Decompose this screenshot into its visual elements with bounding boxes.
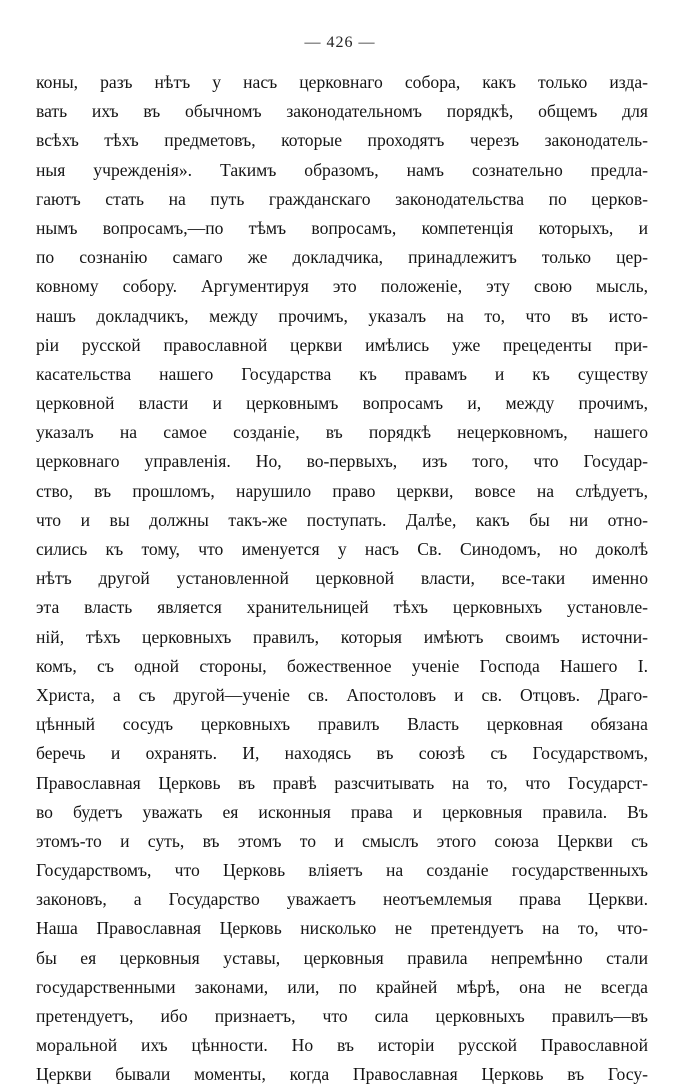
text-line: Христа, а съ другой—ученіе св. Апостоловъ и св. Отцовъ. Драго- bbox=[36, 684, 648, 705]
text-line: коны, разъ нѣтъ у насъ церковнаго собора, какъ только изда- bbox=[36, 72, 648, 92]
text-line: гаютъ стать на путь гражданскаго законодательства по церков- bbox=[36, 188, 648, 209]
text-line: Церкви бывали моменты, когда Православная Церковь въ Госу- bbox=[36, 1064, 648, 1085]
text-line: государственными законами, или, по крайней мѣрѣ, она не всегда bbox=[36, 976, 648, 997]
text-line: эта власть является хранительницей тѣхъ церковныхъ установле- bbox=[36, 597, 648, 618]
text-line: церковной власти и церковнымъ вопросамъ и, между прочимъ, bbox=[36, 393, 648, 414]
text-line: ныя учрежденія». Такимъ образомъ, намъ сознательно предла- bbox=[36, 159, 648, 180]
text-line: этомъ-то и суть, въ этомъ то и смыслъ этого союза Церкви съ bbox=[36, 830, 648, 851]
text-line: сились къ тому, что именуется у насъ Св. Синодомъ, но доколѣ bbox=[36, 539, 648, 559]
text-body bbox=[36, 68, 648, 1090]
text-line: во будетъ уважать ея исконныя права и церковныя правила. Въ bbox=[36, 801, 648, 822]
text-line: цѣнный сосудъ церковныхъ правилъ Власть церковная обязана bbox=[36, 714, 648, 735]
text-line: нѣтъ другой установленной церковной власти, все-таки именно bbox=[36, 568, 648, 589]
text-line: бы ея церковныя уставы, церковныя правила непремѣнно стали bbox=[36, 947, 648, 968]
text-line: нашъ докладчикъ, между прочимъ, указалъ на то, что въ исто- bbox=[36, 305, 648, 326]
text-line: беречь и охранять. И, находясь въ союзѣ съ Государствомъ, bbox=[36, 743, 648, 764]
text-line: моральной ихъ цѣнности. Но въ исторіи русской Православной bbox=[36, 1035, 648, 1056]
text-line: Православная Церковь въ правѣ разсчитывать на то, что Государст- bbox=[36, 772, 648, 793]
text-line: ство, въ прошломъ, нарушило право церкви, вовсе на слѣдуетъ, bbox=[36, 480, 648, 501]
text-line: Государствомъ, что Церковь вліяетъ на созданіе государственныхъ bbox=[36, 860, 648, 881]
text-line: что и вы должны такъ-же поступать. Далѣе, какъ бы ни отно- bbox=[36, 509, 648, 530]
text-line: ній, тѣхъ церковныхъ правилъ, которыя имѣютъ своимъ источни- bbox=[36, 626, 648, 647]
text-line: ріи русской православной церкви имѣлись уже прецеденты при- bbox=[36, 334, 648, 355]
text-line: всѣхъ тѣхъ предметовъ, которые проходятъ черезъ законодатель- bbox=[36, 130, 648, 151]
text-line: касательства нашего Государства къ правамъ и къ существу bbox=[36, 363, 648, 384]
text-line: законовъ, а Государство уважаетъ неотъемлемыя права Церкви. bbox=[36, 889, 648, 910]
text-line: церковнаго управленія. Но, во-первыхъ, изъ того, что Государ- bbox=[36, 451, 648, 472]
text-line: ковному собору. Аргументируя это положеніе, эту свою мысль, bbox=[36, 276, 648, 297]
text-line: указалъ на самое созданіе, въ порядкѣ нецерковномъ, нашего bbox=[36, 422, 648, 443]
text-line: по сознанію самаго же докладчика, принадлежитъ только цер- bbox=[36, 247, 648, 268]
text-line: комъ, съ одной стороны, божественное ученіе Господа Нашего І. bbox=[36, 655, 648, 676]
text-line: вать ихъ въ обычномъ законодательномъ порядкѣ, общемъ для bbox=[36, 101, 648, 122]
text-line: нымъ вопросамъ,—по тѣмъ вопросамъ, компетенція которыхъ, и bbox=[36, 217, 648, 238]
page-number: — 426 — bbox=[304, 34, 376, 51]
text-line: Наша Православная Церковь нисколько не претендуетъ на то, что- bbox=[36, 918, 648, 939]
text-line: претендуетъ, ибо признаетъ, что сила церковныхъ правилъ—въ bbox=[36, 1006, 648, 1026]
